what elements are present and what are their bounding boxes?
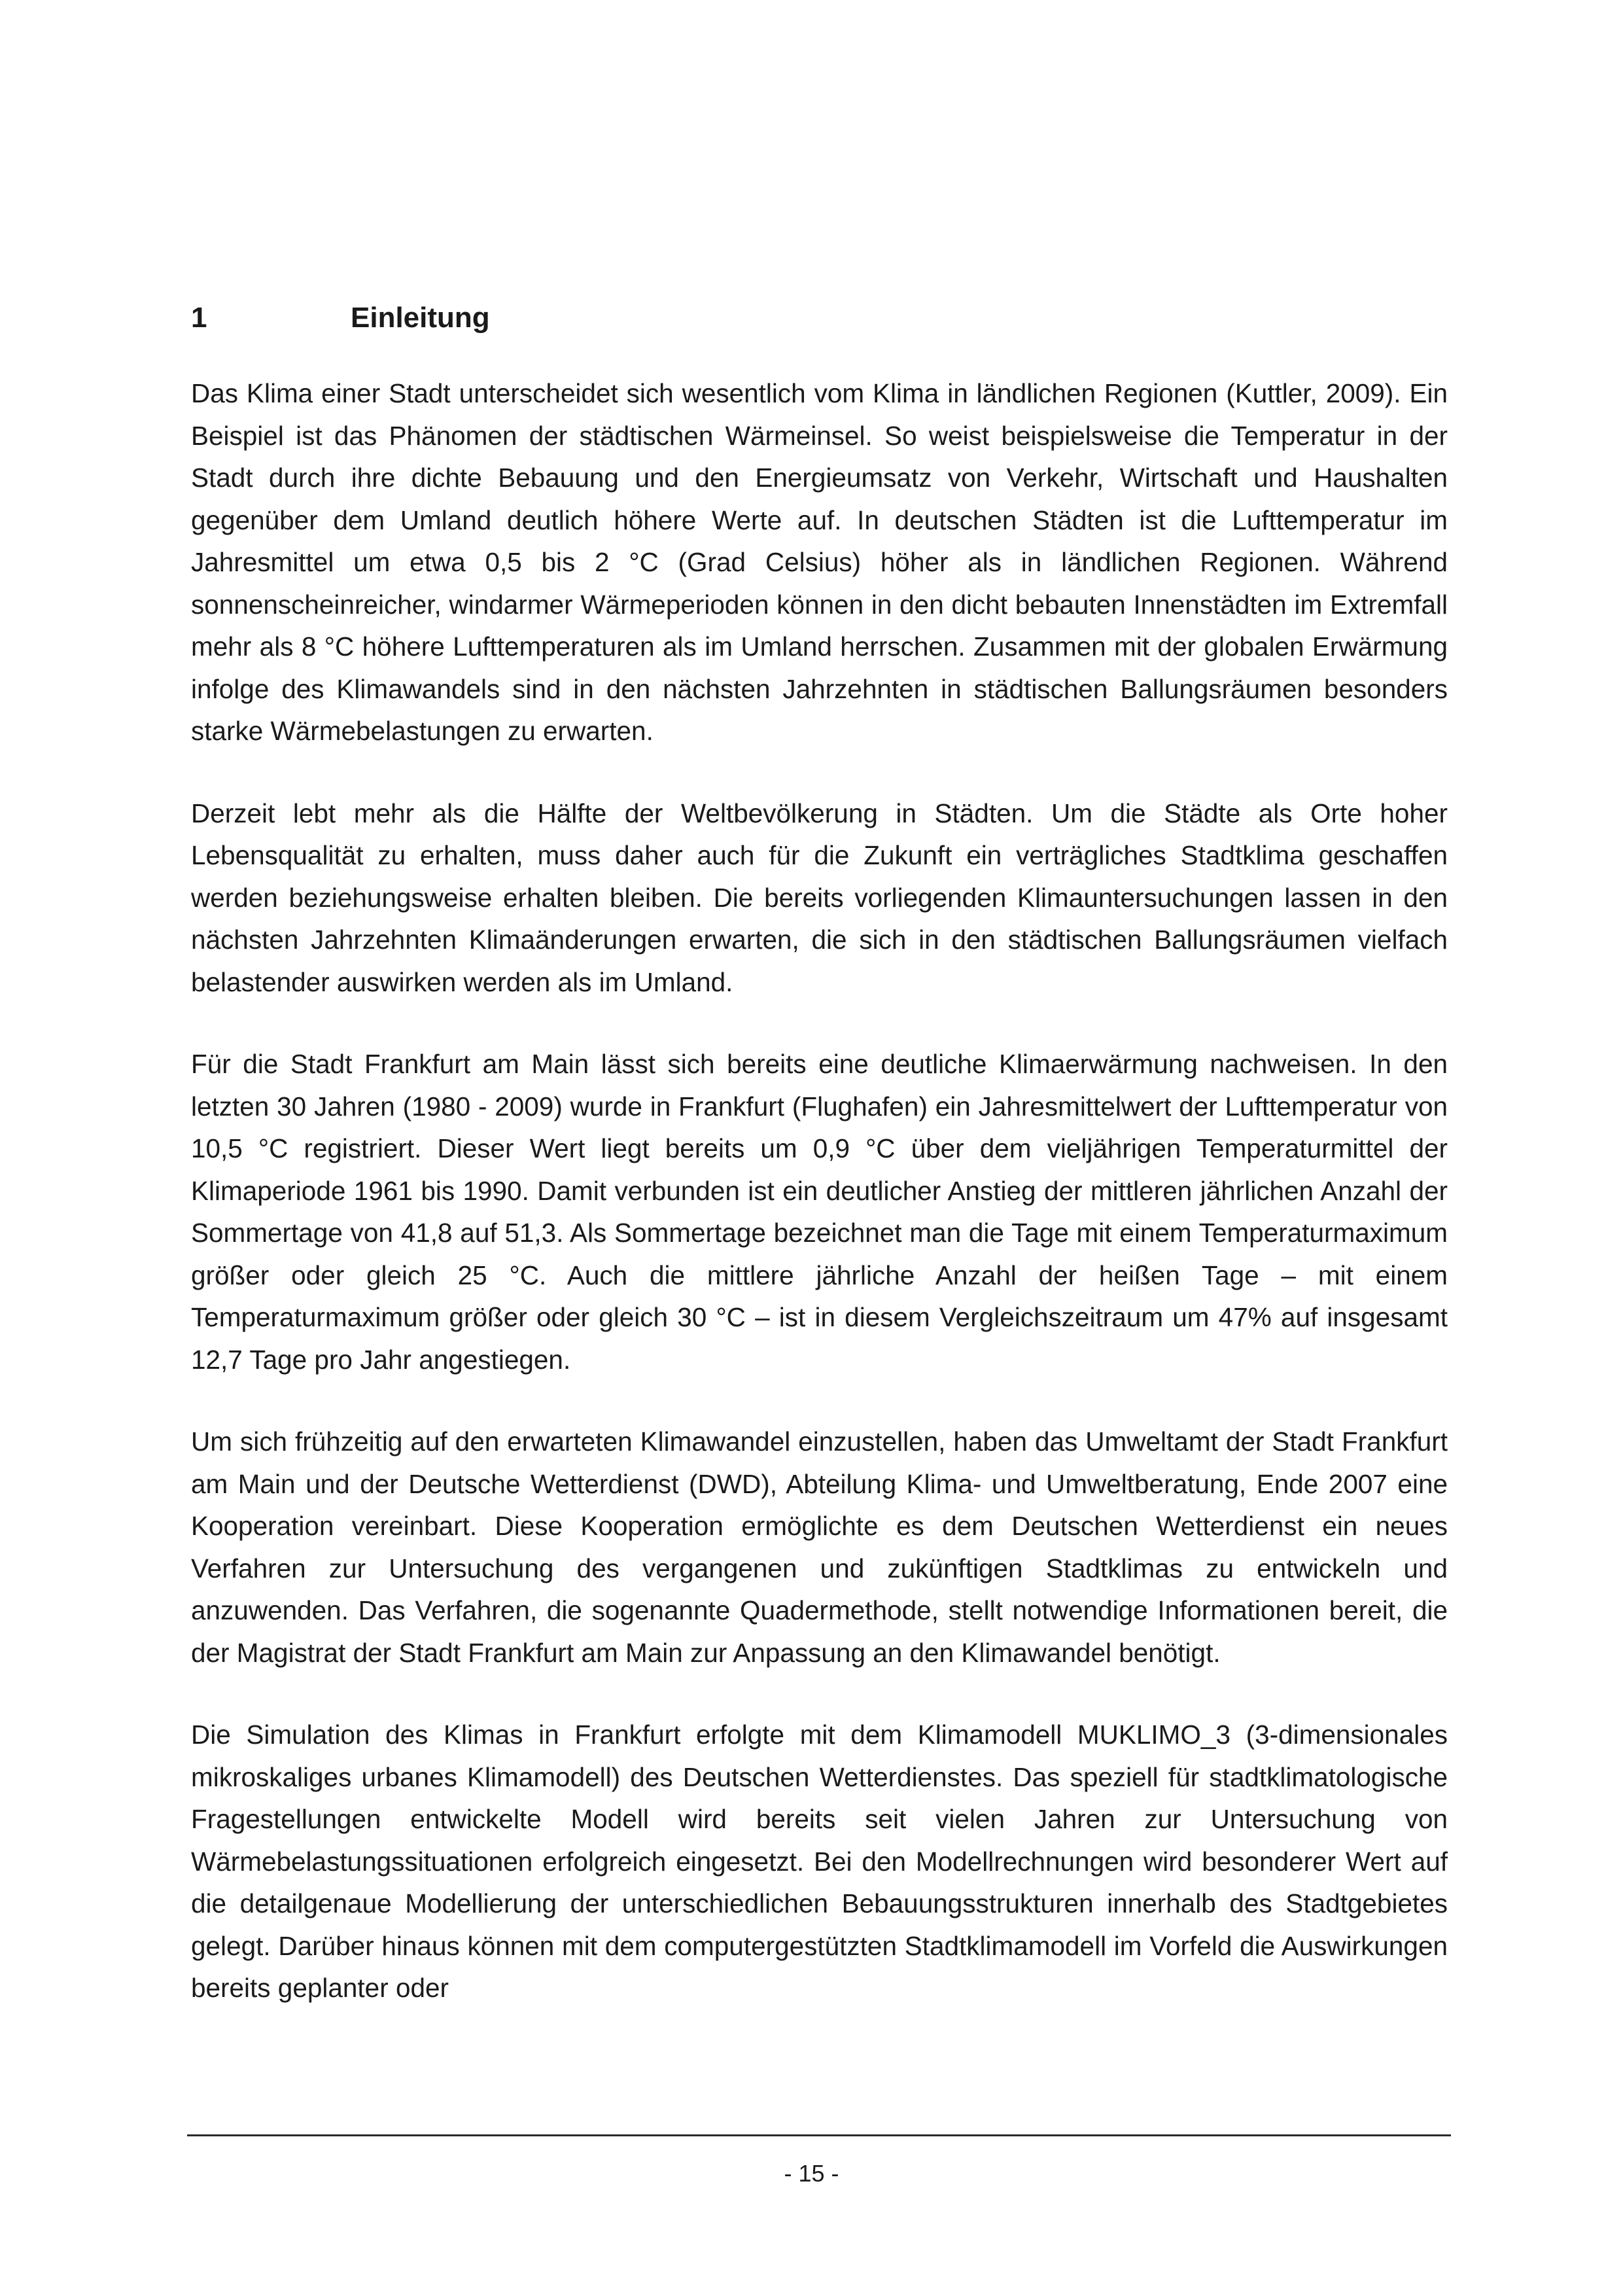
paragraph: Derzeit lebt mehr als die Hälfte der Weltbevölkerung in Städten. Um die Städte als Orte hoher Lebensqualität zu erhalten, muss daher auch für die Zukunft ein verträgliches Stadtklima geschaffen werden beziehungsweise erhalten bleiben. Die bereits vorliegenden Klimauntersuchungen lassen in den nächsten Jahrzehnten Klimaänderungen erwarten, die sich in den städtischen Ballungsräumen vielfach belastender auswirken werden als im Umland. [191,798,1448,997]
section-title: Einleitung [351,302,490,334]
section-heading [191,300,490,336]
footer-divider [187,2134,1451,2136]
body-text [191,372,1448,2049]
paragraph: Das Klima einer Stadt unterscheidet sich wesentlich vom Klima in ländlichen Regionen (Kuttler, 2009). Ein Beispiel ist das Phänomen der städtischen Wärmeinsel. So weist beispielsweise die Temperatur in der Stadt durch ihre dichte Bebauung und den Energieumsatz von Verkehr, Wirtschaft und Haushalten gegenüber dem Umland deutlich höhere Werte auf. In deutschen Städten ist die Lufttemperatur im Jahresmittel um etwa 0,5 bis 2 °C (Grad Celsius) höher als in ländlichen Regionen. Während sonnenscheinreicher, windarmer Wärmeperioden können in den dicht bebauten Innenstädten im Extremfall mehr als 8 °C höhere Lufttemperaturen als im Umland herrschen. Zusammen mit der globalen Erwärmung infolge des Klimawandels sind in den nächsten Jahrzehnten in städtischen Ballungsräumen besonders starke Wärmebelastungen zu erwarten. [191,378,1448,746]
paragraph: Die Simulation des Klimas in Frankfurt erfolgte mit dem Klimamodell MUKLIMO_3 (3-dimensionales mikroskaliges urbanes Klimamodell) des Deutschen Wetterdienstes. Das speziell für stadtklimatologische Fragestellungen entwickelte Modell wird bereits seit vielen Jahren zur Untersuchung von Wärmebelastungssituationen erfolgreich eingesetzt. Bei den Modellrechnungen wird besonderer Wert auf die detailgenaue Modellierung der unterschiedlichen Bebauungsstrukturen innerhalb des Stadtgebietes gelegt. Darüber hinaus können mit dem computergestützten Stadtklimamodell im Vorfeld die Auswirkungen bereits geplanter oder [191,1720,1448,2003]
section-number: 1 [191,302,207,334]
paragraph: Für die Stadt Frankfurt am Main lässt sich bereits eine deutliche Klimaerwärmung nachweisen. In den letzten 30 Jahren (1980 - 2009) wurde in Frankfurt (Flughafen) ein Jahresmittelwert der Lufttemperatur von 10,5 °C registriert. Dieser Wert liegt bereits um 0,9 °C über dem vieljährigen Temperaturmittel der Klimaperiode 1961 bis 1990. Damit verbunden ist ein deutlicher Anstieg der mittleren jährlichen Anzahl der Sommertage von 41,8 auf 51,3. Als Sommertage bezeichnet man die Tage mit einem Temperaturmaximum größer oder gleich 25 °C. Auch die mittlere jährliche Anzahl der heißen Tage – mit einem Temperaturmaximum größer oder gleich 30 °C – ist in diesem Vergleichszeitraum um 47% auf insgesamt 12,7 Tage pro Jahr angestiegen. [191,1049,1448,1375]
page-number: - 15 - [784,2160,839,2187]
paragraph: Um sich frühzeitig auf den erwarteten Klimawandel einzustellen, haben das Umweltamt der Stadt Frankfurt am Main und der Deutsche Wetterdienst (DWD), Abteilung Klima- und Umweltberatung, Ende 2007 eine Kooperation vereinbart. Diese Kooperation ermöglichte es dem Deutschen Wetterdienst ein neues Verfahren zur Untersuchung des vergangenen und zukünftigen Stadtklimas zu entwickeln und anzuwenden. Das Verfahren, die sogenannte Quadermethode, stellt notwendige Informationen bereit, die der Magistrat der Stadt Frankfurt am Main zur Anpassung an den Klimawandel benötigt. [191,1426,1448,1668]
